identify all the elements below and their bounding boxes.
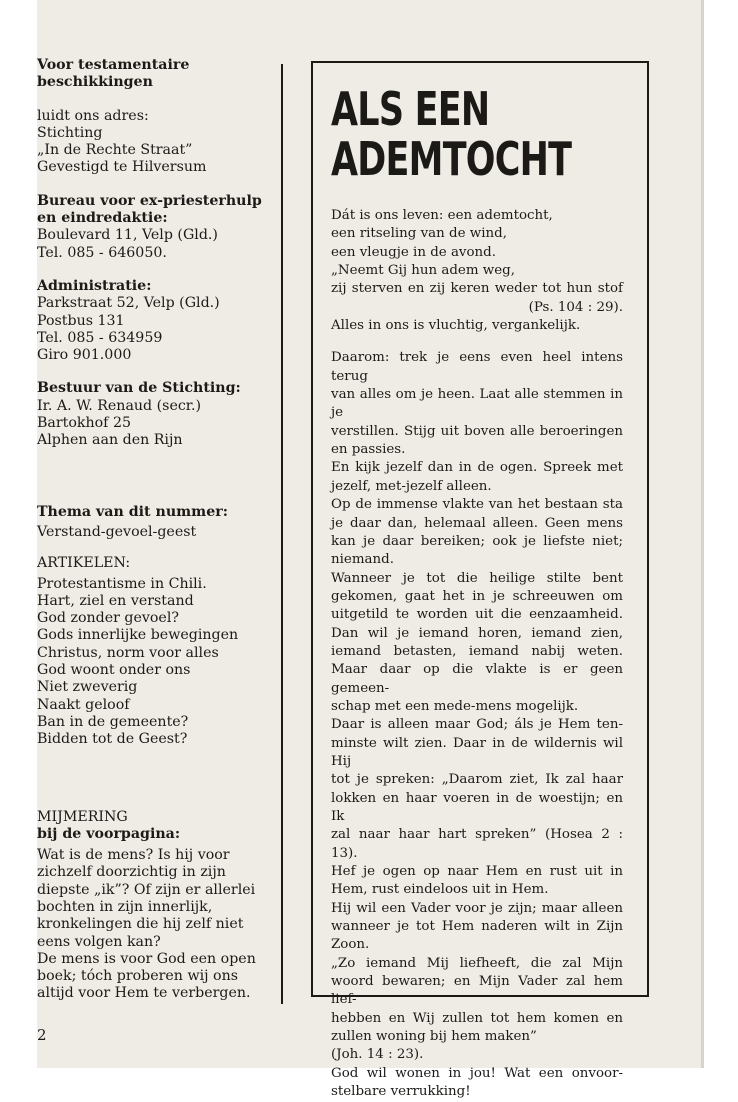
theme-heading: Thema van dit nummer: bbox=[37, 503, 228, 520]
musing-line: diepste „ik”? Of zijn er allerlei bbox=[37, 881, 256, 898]
body-line: zal naar haar hart spreken” (Hosea 2 : 13). bbox=[331, 827, 623, 861]
musing-line: De mens is voor God een open bbox=[37, 950, 256, 967]
body-line: wanneer je tot Hem naderen wilt in Zijn bbox=[331, 919, 623, 935]
bureau-line: Boulevard 11, Velp (Gld.) bbox=[37, 227, 218, 244]
article-list-item: Naakt geloof bbox=[37, 696, 130, 713]
admin-line: Giro 901.000 bbox=[37, 347, 132, 364]
page-edge-shadow bbox=[701, 0, 704, 1068]
article-list-item: Gods innerlijke bewegingen bbox=[37, 627, 239, 644]
poem-line: een vleugje in de avond. bbox=[331, 244, 497, 260]
masthead-column bbox=[37, 57, 262, 1019]
article-list-item: Protestantisme in Chili. bbox=[37, 575, 207, 592]
body-line: hebben en Wij zullen tot hem komen en bbox=[331, 1010, 623, 1026]
admin-heading: Administratie: bbox=[37, 277, 152, 294]
musing-line: bochten in zijn innerlijk, bbox=[37, 898, 213, 915]
articles-heading: ARTIKELEN: bbox=[37, 555, 131, 572]
musing-heading: MIJMERING bbox=[37, 808, 128, 825]
articles-block bbox=[37, 555, 262, 748]
musing-line: boek; tóch proberen wij ons bbox=[37, 968, 239, 985]
musing-line: altijd voor Hem te verbergen. bbox=[37, 985, 251, 1002]
admin-line: Tel. 085 - 634959 bbox=[37, 329, 163, 346]
body-line: je daar dan, helemaal alleen. Geen mens bbox=[331, 515, 623, 531]
body-paragraphs bbox=[331, 349, 623, 1101]
article-body bbox=[331, 207, 623, 1102]
body-line: En kijk jezelf dan in de ogen. Spreek met bbox=[331, 460, 623, 476]
title-line-1: ALS EEN bbox=[331, 82, 490, 136]
bureau-line: Tel. 085 - 646050. bbox=[37, 244, 167, 261]
musing-subheading: bij de voorpagina: bbox=[37, 825, 181, 842]
poem-line: een ritseling van de wind, bbox=[331, 226, 507, 242]
body-line: Wanneer je tot die heilige stilte bent bbox=[331, 570, 623, 586]
body-line: Daar is alleen maar God; áls je Hem ten- bbox=[331, 717, 623, 733]
article-list-item: God zonder gevoel? bbox=[37, 610, 179, 627]
body-line: schap met een mede-mens mogelijk. bbox=[331, 698, 579, 714]
admin-block bbox=[37, 278, 262, 364]
bureau-heading: en eindredaktie: bbox=[37, 210, 168, 227]
address-block bbox=[37, 108, 262, 177]
musing-line: kronkelingen die hij zelf niet bbox=[37, 916, 244, 933]
body-line: „Zo iemand Mij liefheeft, die zal Mijn bbox=[331, 955, 623, 971]
body-line: (Joh. 14 : 23). bbox=[331, 1047, 424, 1063]
body-line: van alles om je heen. Laat alle stemmen in je bbox=[331, 387, 623, 421]
address-line: „In de Rechte Straat” bbox=[37, 142, 193, 159]
body-line: Dan wil je iemand horen, iemand zien, bbox=[331, 625, 623, 641]
musing-block bbox=[37, 809, 262, 1003]
board-line: Alphen aan den Rijn bbox=[37, 432, 183, 449]
body-line: uitgetild te worden uit die eenzaamheid. bbox=[331, 607, 623, 623]
poem-line: Dát is ons leven: een ademtocht, bbox=[331, 208, 553, 223]
address-line: luidt ons adres: bbox=[37, 107, 149, 124]
address-line: Gevestigd te Hilversum bbox=[37, 159, 207, 176]
body-line: lokken en haar voeren in de woestijn; en Ik bbox=[331, 790, 623, 824]
body-line: Daarom: trek je eens even heel intens terug bbox=[331, 350, 623, 384]
body-line: zullen woning bij hem maken” bbox=[331, 1029, 537, 1045]
article-list-item: Christus, norm voor alles bbox=[37, 644, 219, 661]
body-line: jezelf, met-jezelf alleen. bbox=[331, 478, 492, 494]
theme-block bbox=[37, 504, 262, 542]
admin-line: Parkstraat 52, Velp (Gld.) bbox=[37, 295, 220, 312]
body-line: gekomen, gaat het in je schreeuwen om bbox=[331, 588, 623, 604]
body-line: kan je daar bereiken; ook je liefste niet; bbox=[331, 533, 623, 549]
article-list-item: God woont onder ons bbox=[37, 662, 191, 679]
body-line: en passies. bbox=[331, 442, 406, 458]
article-list-item: Bidden tot de Geest? bbox=[37, 731, 188, 748]
page-number: 2 bbox=[37, 1026, 47, 1044]
musing-line: eens volgen kan? bbox=[37, 933, 161, 950]
body-line: God wil wonen in jou! Wat een onvoor- bbox=[331, 1065, 623, 1081]
will-block bbox=[37, 57, 262, 92]
body-line: stelbare verrukking! bbox=[331, 1084, 471, 1100]
body-line: tot je spreken: „Daarom ziet, Ik zal haar bbox=[331, 772, 623, 788]
theme-text: Verstand-gevoel-geest bbox=[37, 523, 197, 540]
body-line: Zoon. bbox=[331, 937, 370, 953]
musing-line: zichzelf doorzichtig in zijn bbox=[37, 864, 226, 881]
article-title bbox=[331, 82, 572, 186]
article-list-item: Niet zweverig bbox=[37, 679, 138, 696]
address-line: Stichting bbox=[37, 124, 103, 141]
poem-line: zij sterven en zij keren weder tot hun stof bbox=[331, 281, 623, 297]
column-divider bbox=[281, 64, 283, 1004]
board-line: Ir. A. W. Renaud (secr.) bbox=[37, 397, 202, 414]
body-line: niemand. bbox=[331, 552, 394, 568]
title-line-2: ADEMTOCHT bbox=[331, 132, 572, 186]
body-line: woord bewaren; en Mijn Vader zal hem lief- bbox=[331, 974, 623, 1008]
admin-line: Postbus 131 bbox=[37, 312, 125, 329]
musing-line: Wat is de mens? Is hij voor bbox=[37, 847, 230, 864]
poem-reference: (Ps. 104 : 29). bbox=[528, 299, 623, 315]
body-line: Op de immense vlakte van het bestaan sta bbox=[331, 497, 623, 513]
poem-after: Alles in ons is vluchtig, vergankelijk. bbox=[331, 318, 581, 334]
article-list-item: Ban in de gemeente? bbox=[37, 713, 189, 730]
body-line: Hem, rust eindeloos uit in Hem. bbox=[331, 882, 549, 898]
board-heading: Bestuur van de Stichting: bbox=[37, 380, 241, 397]
body-line: minste wilt zien. Daar in de wildernis wil Hij bbox=[331, 735, 623, 769]
body-line: Maar daar op die vlakte is er geen gemeen- bbox=[331, 662, 623, 696]
poem-line: „Neemt Gij hun adem weg, bbox=[331, 263, 516, 279]
body-line: verstillen. Stijg uit boven alle beroeringen bbox=[331, 423, 623, 439]
board-line: Bartokhof 25 bbox=[37, 415, 131, 432]
body-line: iemand betasten, iemand nabij weten. bbox=[331, 643, 623, 659]
article-list-item: Hart, ziel en verstand bbox=[37, 592, 194, 609]
will-heading-line-1: Voor testamentaire bbox=[37, 57, 190, 73]
bureau-block bbox=[37, 193, 262, 262]
bureau-heading: Bureau voor ex-priesterhulp bbox=[37, 192, 262, 209]
body-line: Hij wil een Vader voor je zijn; maar alleen bbox=[331, 900, 623, 916]
will-heading-line-2: beschikkingen bbox=[37, 74, 153, 91]
board-block bbox=[37, 380, 262, 449]
body-line: Hef je ogen op naar Hem en rust uit in bbox=[331, 864, 623, 880]
